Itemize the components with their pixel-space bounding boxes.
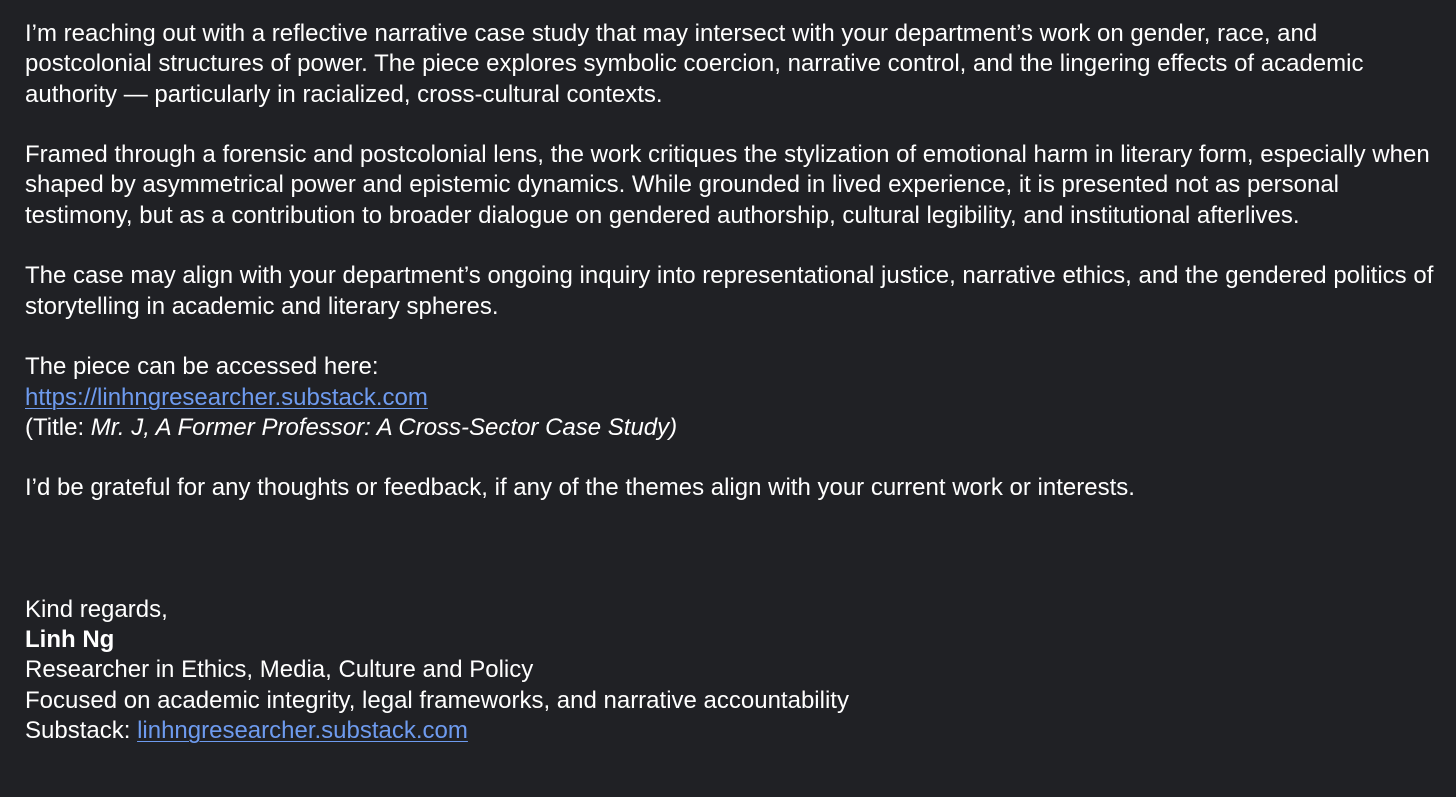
paragraph-spacer [25,110,1435,140]
paragraph-spacer [25,443,1435,473]
paragraph-spacer [25,231,1435,261]
signature-focus: Focused on academic integrity, legal frameworks, and narrative accountability [25,686,849,714]
title-prefix: (Title: [25,413,91,441]
signature-role: Researcher in Ethics, Media, Culture and Policy [25,656,534,684]
email-paragraph-alignment: The case may align with your department’s ongoing inquiry into representational justice, narrative ethics, and the gendered politics of storytelling in academic and literary spheres. [25,262,1434,320]
piece-title-line [25,413,1435,443]
signature-name: Linh Ng [25,625,115,653]
signature-substack-link[interactable]: linhngresearcher.substack.com [137,716,468,744]
signature-substack-line [25,716,1435,746]
paragraph-spacer [25,322,1435,352]
substack-label: Substack: [25,716,138,744]
access-link-line [25,383,1435,413]
email-paragraph-intro: I’m reaching out with a reflective narrative case study that may intersect with your department’s work on gender, race, and postcolonial structures of power. The piece explores symbolic coercion, narrative control, and the lingering effects of academic authority — particularly in racialized, cross-cultural contexts. [25,20,1364,108]
email-body [25,19,1435,746]
substack-article-link[interactable]: https://linhngresearcher.substack.com [25,383,428,411]
signature-sign-off: Kind regards, [25,595,168,623]
piece-title: Mr. J, A Former Professor: A Cross-Sector Case Study) [90,413,678,441]
email-closing-request: I’d be grateful for any thoughts or feedback, if any of the themes align with your current work or interests. [25,474,1135,502]
signature-spacer [25,504,1435,595]
email-paragraph-framing: Framed through a forensic and postcolonial lens, the work critiques the stylization of emotional harm in literary form, especially when shaped by asymmetrical power and epistemic dynamics. While grounded in lived experience, it is presented not as personal testimony, but as a contribution to broader dialogue on gendered authorship, cultural legibility, and institutional afterlives. [25,141,1430,229]
access-intro-text: The piece can be accessed here: [25,353,379,381]
email-signature [25,595,1435,746]
